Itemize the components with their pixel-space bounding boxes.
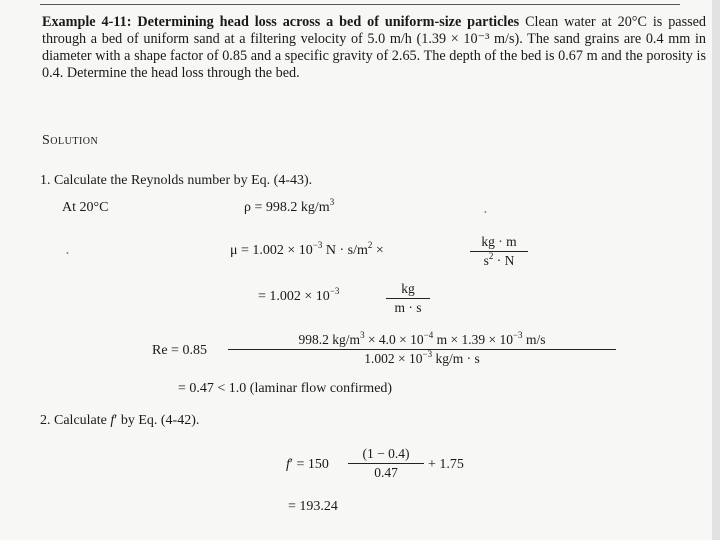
step-2-title: 2. Calculate f′ by Eq. (4-42). — [40, 413, 200, 428]
example-problem-text: Clean water at 20°C is passed through a bed of uniform sand at a filtering velocity of 5.0 m/h (1.39 × 10⁻³ m/s). The sand grains are 0.4 mm in diameter with a shape factor of 0.85 and a specific gravity of 2.65. The depth of the bed is 0.67 m and the porosity is 0.4. Determine the head loss through the bed. — [42, 14, 707, 81]
friction-factor-addend: + 1.75 — [428, 457, 464, 472]
viscosity-equation: $\mu = 1.002 \times 10^{-3}$ $N \cdot s/m^2$ × — [230, 240, 384, 258]
temperature-label: At 20°C — [62, 200, 109, 215]
viscosity-result: = $1.002 \times 10^{-3}$ — [258, 286, 340, 304]
reynolds-result: = 0.47 < 1.0 (laminar flow confirmed) — [178, 381, 393, 396]
friction-factor-result: = 193.24 — [288, 499, 338, 514]
scan-mark: • — [484, 208, 487, 217]
viscosity-unit-fraction: $\frac{kg \cdot m}{s^2 \cdot N}$ — [470, 234, 528, 269]
friction-factor-lhs: f′ = 150 — [286, 457, 329, 472]
example-statement — [42, 14, 706, 82]
reynolds-fraction: $\frac{998.2 kg/m^3 \times 4.0 \times 10^{-4} m \times 1.39 \times 10^{-3} m/s}{1.002 \times 10^{-3} kg/m \cdot s}$ — [228, 332, 616, 367]
example-heading: Example 4-11: Determining head loss across a bed of uniform-size particles — [42, 14, 520, 30]
density-equation: ρ = 998.2 $kg/m^3$ — [244, 197, 335, 215]
top-rule — [40, 4, 680, 5]
step-1-title: 1. Calculate the Reynolds number by Eq. (4-43). — [40, 173, 313, 188]
scan-mark-2: • — [66, 249, 69, 258]
page-edge-shadow — [712, 0, 720, 540]
reynolds-lhs: Re = 0.85 — [152, 343, 207, 358]
friction-factor-fraction: $\frac{(1 - 0.4)}{0.47}$ — [348, 446, 424, 481]
viscosity-result-units: $\frac{kg}{m \cdot s}$ — [386, 281, 430, 316]
solution-heading: Solution — [42, 133, 99, 148]
